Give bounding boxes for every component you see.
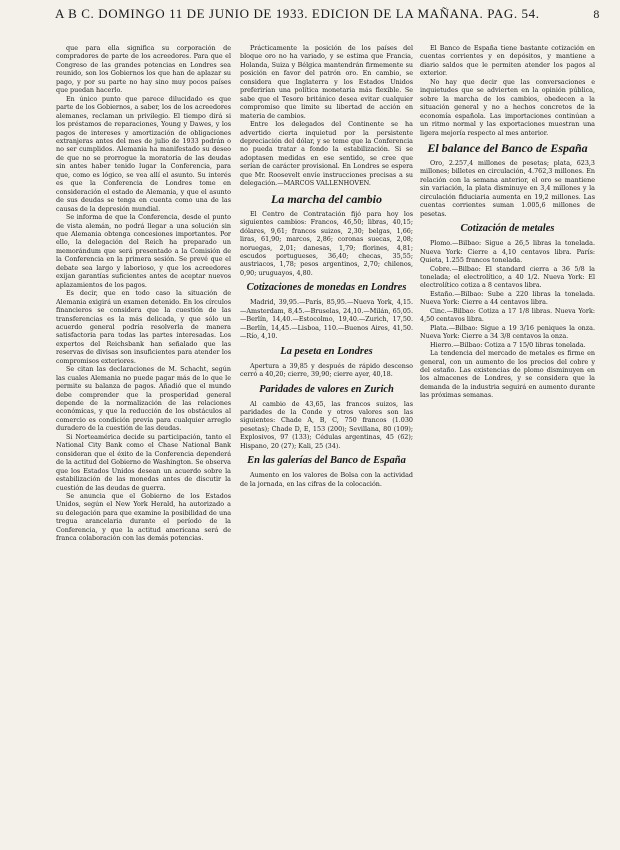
metales-item: Cobre.—Bilbao: El standard cierra a 36 5/8 la tonelada; el electrolítico, a 40 1/2. Nueva York: El electrolítico cotiza a 8 centavos libra. [420, 264, 595, 290]
col1-paragraph: Es decir, que en todo caso la situación de Alemania exigirá un examen detenido. En los círculos financieros se considera que la cuestión de las transferencias es la más delicada, y que sólo un acuerdo general podría resolverla de manera satisfactoria para todas las partes interesadas. Los expertos del Reichsbank han señalado que las reservas de divisas son insuficientes para atender los compromisos exteriores. [56, 289, 231, 365]
section-title-londres: Cotizaciones de monedas en Londres [246, 282, 407, 294]
col3-paragraph: No hay que decir que las conversaciones e inquietudes que se advierten en la opinión pública, sobre la marcha de los cambios, obedecen a la situación general y no a hechos concretos de la economía española. Las importaciones continúan a un ritmo normal y las exportaciones muestran una ligera mejoría respecto al mes anterior. [420, 77, 595, 137]
column-3 [420, 44, 595, 844]
section-title-galerias: En las galerías del Banco de España [247, 455, 406, 467]
section-title-balance: El balance del Banco de España [427, 140, 588, 155]
col3-paragraph: El Banco de España tiene bastante cotización en cuentas corrientes y en depósitos, y mantiene a diario saldos que le permiten atender los pagos al exterior. [420, 44, 595, 78]
metales-item: Plomo.—Bilbao: Sigue a 26,5 libras la tonelada. Nueva York: Cierre a 4,10 centavos libra. París: Quieta, 1.255 francos tonelada. [420, 239, 595, 265]
section-title-peseta: La peseta en Londres [280, 345, 373, 357]
metales-item: Cinc.—Bilbao: Cotiza a 17 1/8 libras. Nueva York: 4,50 centavos libra. [420, 306, 595, 324]
section-title-zurich: Paridades de valores en Zurich [259, 383, 394, 395]
col1-paragraph: Si Norteamérica decide su participación, tanto el National City Bank como el Chase National Bank consideran que el éxito de la Conferencia dependerá de la actitud del Gobierno de Washington. Se observa que los Estados Unidos desean un acuerdo sobre la estabilización de las monedas antes de discutir la cuestión de las deudas de guerra. [56, 432, 231, 492]
col1-paragraph: En único punto que parece dilucidado es que parte de los Gobiernos, a saber, los de los acreedores alemanes, reclaman un privilegio. El tiempo dirá si los préstamos de reparaciones, Young y Dawes, y los pagos de intereses y amortización de obligaciones extranjeras antes del mes de julio de 1933 podrán o no ser cumplidos. Alemania ha manifestado su deseo de que no se prorrogue la moratoria de las deudas sin antes haber tenido lugar la Conferencia, para que, como es lógico, se vea allí el asunto. Su interés es que la Conferencia de Londres tome en consideración el estado de Alemania, y que el asunto de sus deudas se tenga en cuenta como una de las causas de la depresión mundial. [56, 94, 231, 213]
section-title-metales: Cotización de metales [460, 223, 555, 235]
header-text: A B C. DOMINGO 11 DE JUNIO DE 1933. EDICION DE LA MAÑANA. PAG. 54. [55, 6, 540, 21]
col1-paragraph: Se citan las declaraciones de M. Schacht, según las cuales Alemania no puede pagar más de lo que le permite su balanza de pagos. Añadió que el mundo debe comprender que la prosperidad general depende de la normalización de las relaciones económicas, y que la reducción de los obstáculos al comercio es condición previa para cualquier arreglo duradero de la cuestión de las deudas. [56, 365, 231, 433]
column-2 [240, 44, 413, 844]
galerias-text: Aumento en los valores de Bolsa con la actividad de la jornada, en las cifras de la colocación. [240, 471, 413, 488]
header-mark: 8 [593, 6, 600, 21]
metales-end: La tendencia del mercado de metales es firme en general, con un aumento de los precios del cobre y del estaño. Las existencias de plomo disminuyen en los almacenes de Londres, y se considera que la demanda de la industria seguirá en aumento durante las próximas semanas. [420, 349, 595, 400]
section-title-cambio: La marcha del cambio [271, 191, 382, 206]
col1-paragraph: Se informa de que la Conferencia, desde el punto de vista alemán, no podrá llegar a una solución sin que Alemania obtenga concesiones importantes. Por ello, la delegación del Reich ha preparado un memorándum que será presentado a la Comisión de la Conferencia en la primera sesión. Se prevé que el debate sea largo y laborioso, y que los acreedores exijan garantías suficientes antes de aceptar nuevos aplazamientos de los pagos. [56, 213, 231, 289]
col1-paragraph: Se anuncia que el Gobierno de los Estados Unidos, según el New York Herald, ha autorizado a su delegación para que examine la posibilidad de una tregua arancelaria durante el período de la Conferencia, y que la actitud americana será de franca colaboración con las demás potencias. [56, 492, 231, 543]
cambio-text: El Centro de Contratación fijó para hoy los siguientes cambios: Francos, 46,50; libras, 40,15; dólares, 9,61; francos suizos, 2,30; belgas, 1,66; liras, 61,90; marcos, 2,86; coronas suecas, 2,08; noruegas, 2,01; danesas, 1,79; florines, 4,81; escudos portugueses, 36,40; checas, 35,55; austriacos, 1,78; pesos argentinos, 2,70; chilenos, 0,90; uruguayos, 4,80. [240, 209, 413, 277]
page-header [55, 0, 600, 28]
col2-paragraph: Prácticamente la posición de los países del bloque oro no ha variado, y se estima que Francia, Holanda, Suiza y Bélgica mantendrán firmemente su posición en favor del patrón oro. En cambio, se considera que Inglaterra y los Estados Unidos preferirían una política monetaria más flexible. Se sabe que el Tesoro británico desea evitar cualquier compromiso que limite su libertad de acción en materia de cambios. [240, 44, 413, 120]
col2-paragraph: Entre los delegados del Continente se ha advertido cierta inquietud por la persistente depreciación del dólar, y se teme que la Conferencia no pueda tratar a fondo la estabilización. Si se adoptasen medidas en ese sentido, se cree que serían de carácter provisional. En Londres se espera que Mr. Roosevelt envíe instrucciones precisas a su delegación.—MARCOS VALLENHOVEN. [240, 120, 413, 188]
column-1 [56, 44, 231, 844]
metales-item: Plata.—Bilbao: Sigue a 19 3/16 peniques la onza. Nueva York: Cierre a 34 3/8 centavos la onza. [420, 323, 595, 341]
zurich-text: Al cambio de 43,65, las francos suizos, las paridades de la Conde y otros valores son las siguientes: Chade A, B, C, 750 francos (1.030 pesetas); Chade D, E, 153 (200); Sevillana, 80 (109); Explosivos, 97 (133); Cédulas argentinas, 45 (62); Hispano, 20 (27); Kali, 25 (34). [240, 399, 413, 450]
metales-item: Estaño.—Bilbao: Sube a 220 libras la tonelada. Nueva York: Cierre a 44 centavos libra. [420, 289, 595, 307]
peseta-text: Apertura a 39,85 y después de rápido descenso cerró a 40,20; cierre, 39,90; cierre ayer, 40,18. [240, 361, 413, 379]
londres-text: Madrid, 39,95.—París, 85,95.—Nueva York, 4,15.—Amsterdam, 8,45.—Bruselas, 24,10.—Milán, 65,05.—Berlín, 14,40.—Estocolmo, 19,40.—Zurich, 17,50.—Berlín, 14,45.—Lisboa, 110.—Buenos Aires, 41,50.—Río, 4,10. [240, 298, 413, 341]
metales-item: Hierro.—Bilbao: Cotiza a 7 15/0 libras tonelada. [430, 340, 586, 349]
col1-paragraph: que para ella significa su corporación de compradores de parte de los acreedores. Para que el Congreso de las grandes potencias en Londres sea reunido, son los Gobiernos los que han de aplazar su pago, y por su parte no hay sino muy pocos países que puedan hacerlo. [56, 44, 231, 95]
balance-text: Oro, 2.257,4 millones de pesetas; plata, 623,3 millones; billetes en circulación, 4.762,3 millones. En relación con la semana anterior, el oro se mantiene sin variación, la plata disminuye en 3,4 millones y la circulación fiduciaria aumenta en 19,2 millones. Las cuentas corrientes suman 1.005,6 millones de pesetas. [420, 158, 595, 218]
